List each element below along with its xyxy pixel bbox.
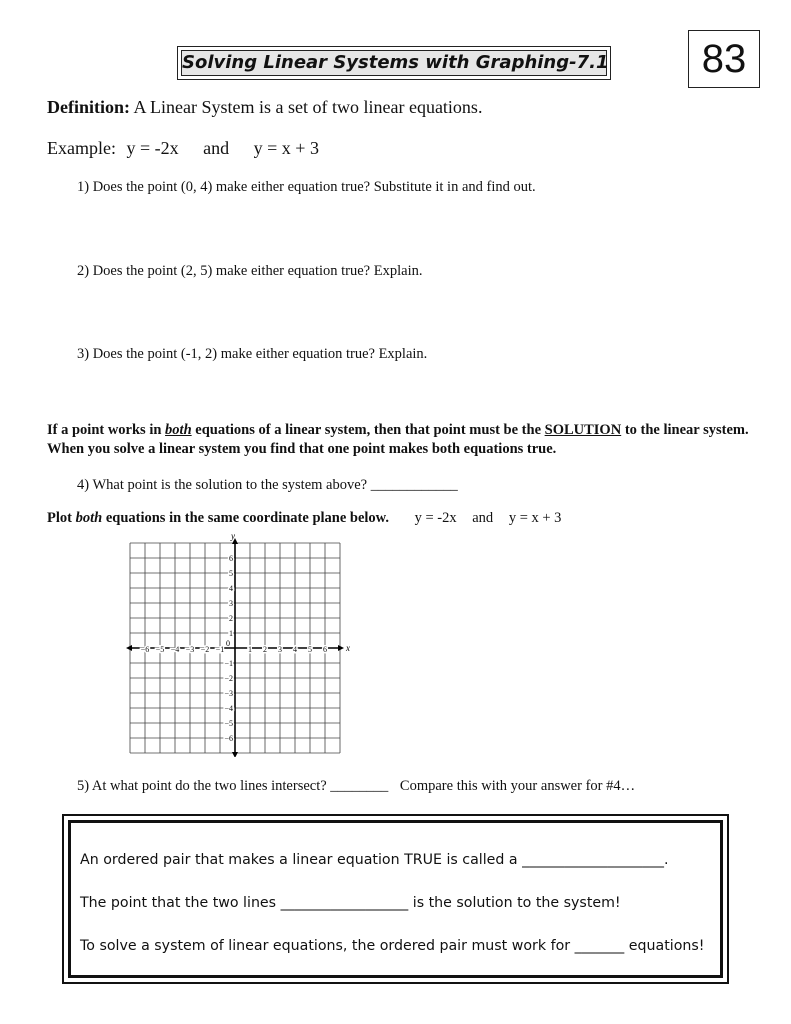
- y-tick-label: 5: [229, 569, 233, 578]
- plot-instruction-part1: Plot: [47, 510, 76, 526]
- x-tick-label: 1: [248, 645, 252, 654]
- y-axis-label: y: [231, 532, 235, 541]
- definition-text: A Linear System is a set of two linear equations.: [133, 97, 483, 117]
- y-axis-arrow-down: [232, 752, 238, 757]
- y-tick-label: 1: [229, 629, 233, 638]
- y-tick-label: 6: [229, 554, 233, 563]
- solution-note-part1: If a point works in: [47, 422, 166, 438]
- title-box: [177, 46, 611, 80]
- x-tick-label: 2: [263, 645, 267, 654]
- question-3: 3) Does the point (-1, 2) make either equation true? Explain.: [77, 346, 428, 362]
- example-connector: and: [203, 138, 230, 158]
- summary-box-inner: [68, 820, 723, 978]
- definition: [47, 97, 482, 118]
- summary-box: [62, 814, 729, 984]
- plot-connector: and: [472, 510, 494, 526]
- definition-label: Definition:: [47, 97, 130, 117]
- plot-instruction-emph: both: [75, 510, 103, 526]
- x-tick-label: −3: [185, 645, 195, 654]
- y-tick-label: −3: [224, 689, 233, 698]
- y-tick-label: −4: [224, 704, 233, 713]
- solution-note: [47, 421, 767, 459]
- x-tick-label: 5: [308, 645, 312, 654]
- example-eq2: y = x + 3: [253, 138, 319, 158]
- x-tick-label: −5: [155, 645, 165, 654]
- solution-note-part3: to the linear system. When you solve a linear system you find that one point makes both equations true.: [47, 422, 749, 457]
- summary-line-2: The point that the two lines __________________ is the solution to the system!: [80, 895, 621, 911]
- y-tick-label: −6: [224, 734, 233, 743]
- example-eq1: y = -2x: [126, 138, 179, 158]
- plot-eq2: y = x + 3: [508, 510, 562, 526]
- example-label: Example:: [47, 138, 116, 158]
- x-tick-label: −4: [170, 645, 180, 654]
- y-tick-label: −1: [224, 659, 233, 668]
- x-tick-label: −6: [140, 645, 150, 654]
- solution-note-part2: equations of a linear system, then that point must be the: [191, 422, 545, 438]
- y-tick-label: −5: [224, 719, 233, 728]
- x-axis-arrow-right: [338, 645, 344, 651]
- y-tick-label: 4: [229, 584, 233, 593]
- page-title: Solving Linear Systems with Graphing-7.1: [181, 50, 607, 76]
- plot-instruction: [47, 510, 561, 527]
- summary-line-1: An ordered pair that makes a linear equation TRUE is called a ____________________.: [80, 852, 669, 868]
- question-4: 4) What point is the solution to the system above? ____________: [77, 477, 458, 493]
- y-tick-label: −2: [224, 674, 233, 683]
- question-5: [77, 778, 635, 795]
- x-tick-label: 3: [278, 645, 282, 654]
- question-1: 1) Does the point (0, 4) make either equation true? Substitute it in and find out.: [77, 179, 536, 195]
- y-tick-label: 2: [229, 614, 233, 623]
- origin-label: 0: [226, 639, 230, 648]
- page-number: 83: [688, 30, 760, 88]
- solution-note-emph-solution: SOLUTION: [544, 422, 622, 438]
- x-tick-label: −2: [200, 645, 210, 654]
- x-tick-label: 4: [293, 645, 297, 654]
- question-5-compare: Compare this with your answer for #4…: [399, 778, 636, 794]
- x-axis-arrow-left: [126, 645, 132, 651]
- example: [47, 138, 319, 159]
- x-tick-label: 6: [323, 645, 327, 654]
- x-axis-label: x: [346, 643, 350, 653]
- plot-instruction-part2: equations in the same coordinate plane below.: [102, 510, 389, 526]
- question-2: 2) Does the point (2, 5) make either equation true? Explain.: [77, 263, 423, 279]
- coordinate-grid[interactable]: [120, 532, 360, 757]
- summary-line-3: To solve a system of linear equations, the ordered pair must work for _______ equations!: [80, 938, 705, 954]
- y-tick-label: 3: [229, 599, 233, 608]
- question-5-text: 5) At what point do the two lines intersect? ________: [77, 778, 389, 794]
- solution-note-emph-both: both: [165, 422, 192, 438]
- x-tick-label: −1: [215, 645, 225, 654]
- plot-eq1: y = -2x: [414, 510, 457, 526]
